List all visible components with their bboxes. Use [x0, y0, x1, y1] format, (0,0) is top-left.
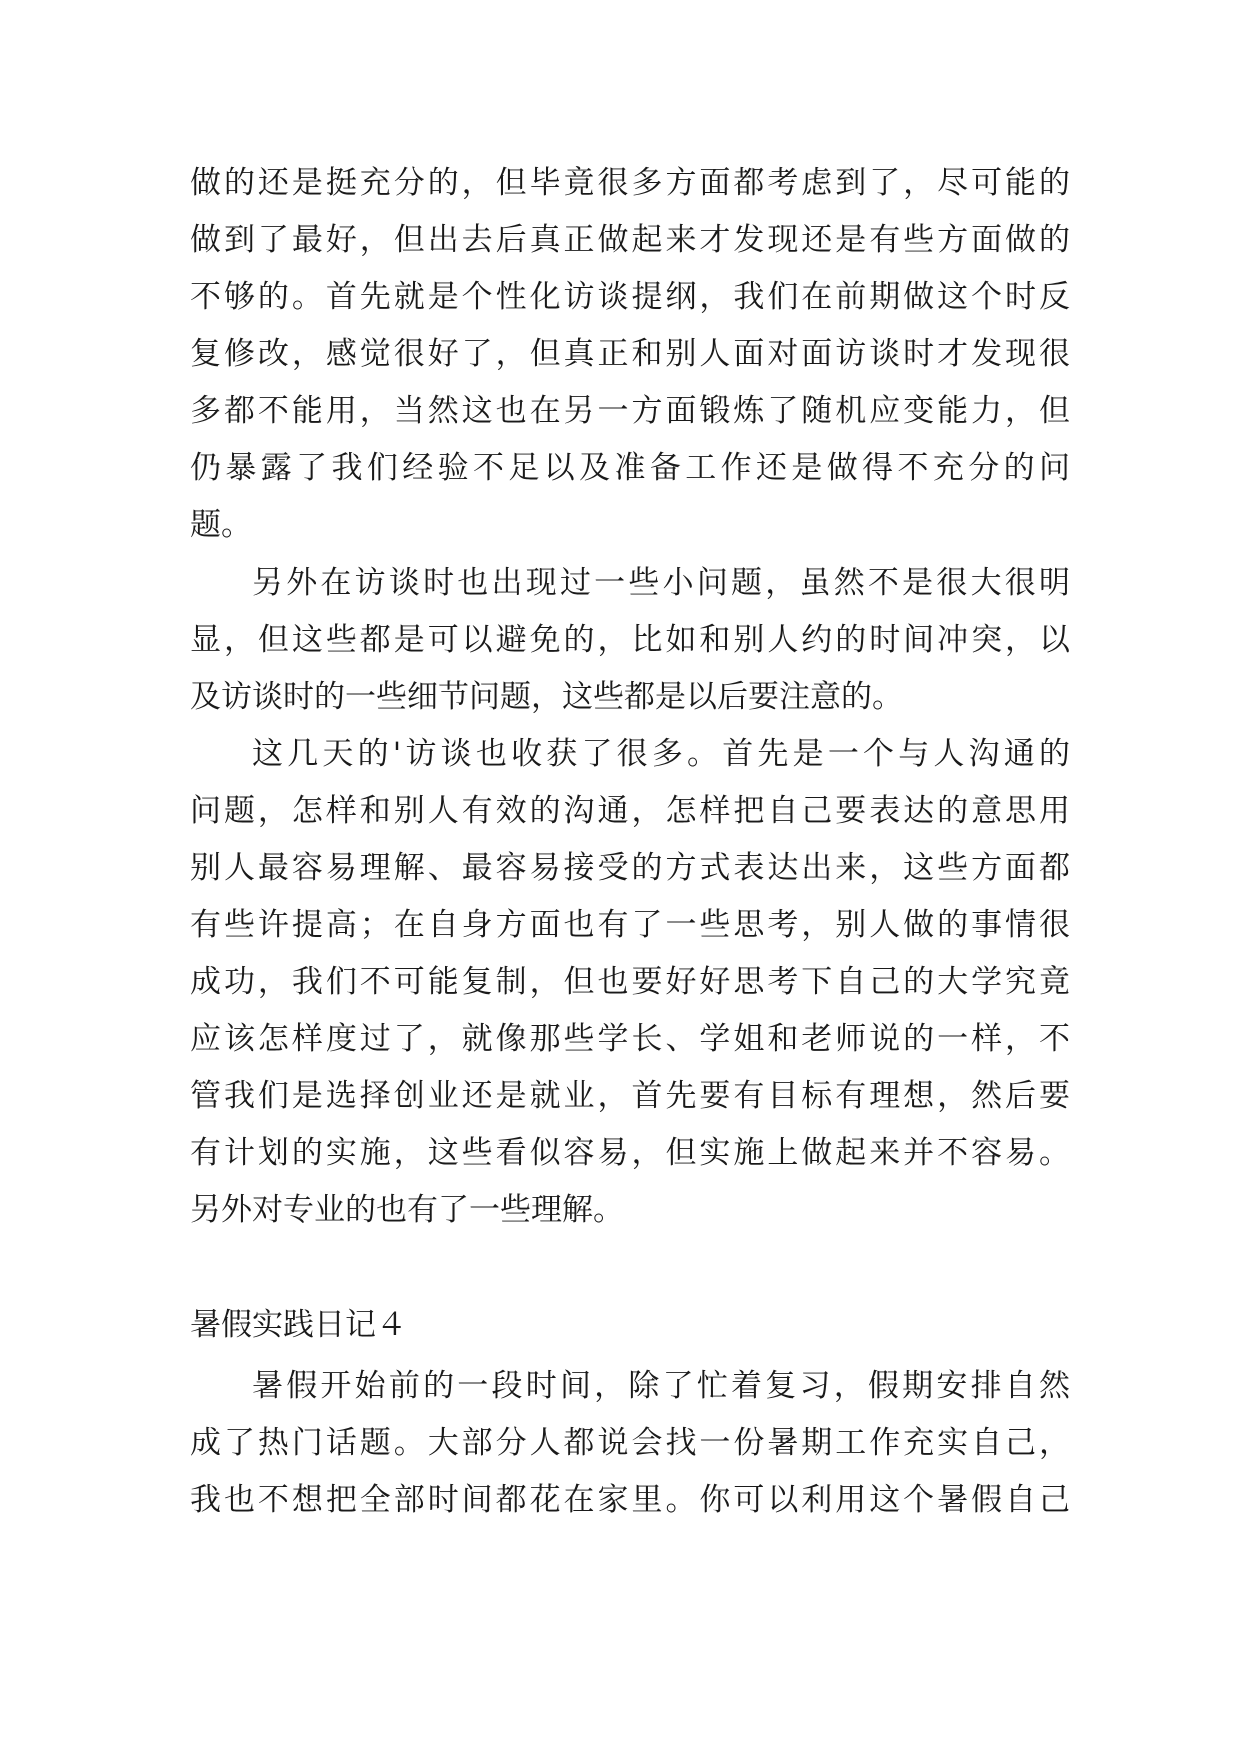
- text-line: 题。: [190, 507, 252, 543]
- text-line: 应该怎样度过了，就像那些学长、学姐和老师说的一样，不: [190, 1021, 1070, 1057]
- text-line: 别人最容易理解、最容易接受的方式表达出来，这些方面都: [190, 850, 1070, 886]
- text-line: 另外在访谈时也出现过一些小问题，虽然不是很大很明: [252, 565, 1070, 601]
- section-title: 暑假实践日记４: [190, 1307, 407, 1343]
- text-line: 显，但这些都是可以避免的，比如和别人约的时间冲突，以: [190, 622, 1070, 658]
- text-line: 有计划的实施，这些看似容易，但实施上做起来并不容易。: [190, 1135, 1070, 1171]
- text-line: 做到了最好，但出去后真正做起来才发现还是有些方面做的: [190, 222, 1070, 258]
- text-line: 这几天的'访谈也收获了很多。首先是一个与人沟通的: [252, 736, 1070, 772]
- text-line: 仍暴露了我们经验不足以及准备工作还是做得不充分的问: [190, 450, 1070, 486]
- text-line: 有些许提高；在自身方面也有了一些思考，别人做的事情很: [190, 907, 1070, 943]
- text-line: 暑假开始前的一段时间，除了忙着复习，假期安排自然: [252, 1368, 1070, 1404]
- text-line: 成功，我们不可能复制，但也要好好思考下自己的大学究竟: [190, 964, 1070, 1000]
- text-line: 多都不能用，当然这也在另一方面锻炼了随机应变能力，但: [190, 393, 1070, 429]
- text-line: 不够的。首先就是个性化访谈提纲，我们在前期做这个时反: [190, 279, 1070, 315]
- text-line: 我也不想把全部时间都花在家里。你可以利用这个暑假自己: [190, 1482, 1070, 1518]
- text-line: 管我们是选择创业还是就业，首先要有目标有理想，然后要: [190, 1078, 1070, 1114]
- text-line: 复修改，感觉很好了，但真正和别人面对面访谈时才发现很: [190, 336, 1070, 372]
- text-line: 做的还是挺充分的，但毕竟很多方面都考虑到了，尽可能的: [190, 165, 1070, 201]
- text-line: 及访谈时的一些细节问题，这些都是以后要注意的。: [190, 679, 903, 715]
- text-line: 成了热门话题。大部分人都说会找一份暑期工作充实自己，: [190, 1425, 1070, 1461]
- text-line: 另外对专业的也有了一些理解。: [190, 1192, 624, 1228]
- text-line: 问题，怎样和别人有效的沟通，怎样把自己要表达的意思用: [190, 793, 1070, 829]
